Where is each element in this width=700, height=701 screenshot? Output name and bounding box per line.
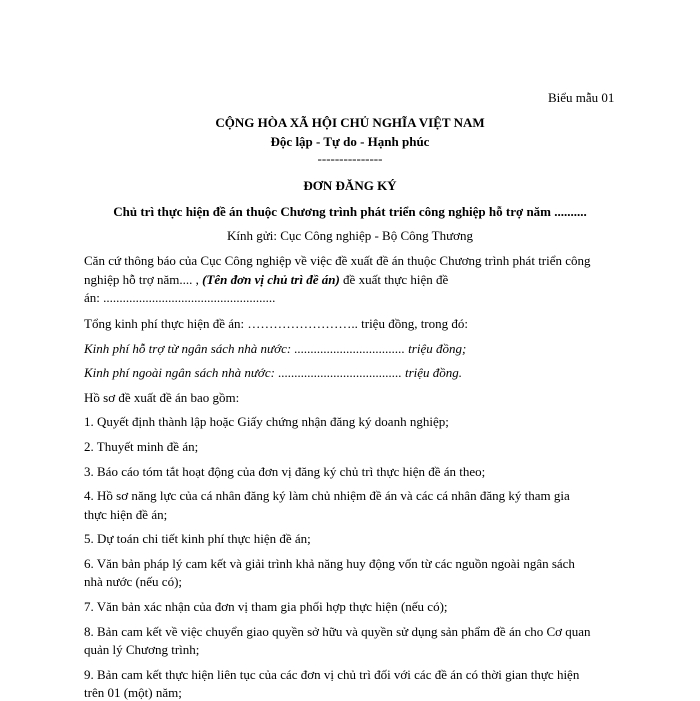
intro-line-2-tail: đề xuất thực hiện đề: [339, 272, 449, 287]
recipient-line: Kính gửi: Cục Công nghiệp - Bộ Công Thương: [226, 228, 474, 243]
state-budget-line: Kinh phí hỗ trợ từ ngân sách nhà nước: .................................. triệu đồng;: [84, 341, 467, 356]
non-state-budget-line: Kinh phí ngoài ngân sách nhà nước: ...................................... triệu đồng.: [84, 365, 463, 380]
list-item-4: 4. Hồ sơ năng lực của cá nhân đăng ký làm chủ nhiệm đề án và các cá nhân đăng ký tham gia: [84, 488, 570, 503]
total-budget-line: Tổng kinh phí thực hiện đề án: …………………….. triệu đồng, trong đó:: [84, 316, 469, 331]
intro-line-2: [84, 272, 448, 288]
list-item-1: 1. Quyết định thành lập hoặc Giấy chứng nhận đăng ký doanh nghiệp;: [84, 414, 449, 429]
national-motto: Độc lập - Tự do - Hạnh phúc: [270, 134, 430, 149]
national-title: CỘNG HÒA XÃ HỘI CHỦ NGHĨA VIỆT NAM: [215, 115, 485, 130]
list-item-9: 9. Bản cam kết thực hiện liên tục của các đơn vị chủ trì đối với các đề án có thời gian thực hiện: [84, 667, 580, 682]
dossier-heading: Hồ sơ đề xuất đề án bao gồm:: [84, 390, 240, 405]
document-subtitle: Chủ trì thực hiện đề án thuộc Chương trình phát triển công nghiệp hỗ trợ năm ..........: [113, 204, 587, 219]
list-item-2: 2. Thuyết minh đề án;: [84, 439, 199, 454]
list-item-5: 5. Dự toán chi tiết kinh phí thực hiện đề án;: [84, 531, 311, 546]
document-title: ĐƠN ĐĂNG KÝ: [303, 178, 397, 193]
intro-organization-placeholder: (Tên đơn vị chủ trì đề án): [202, 272, 340, 287]
list-item-6: 6. Văn bản pháp lý cam kết và giải trình khả năng huy động vốn từ các nguồn ngoài ngân sách: [84, 556, 575, 571]
list-item-7: 7. Văn bản xác nhận của đơn vị tham gia phối hợp thực hiện (nếu có);: [84, 599, 448, 614]
header-separator: ---------------: [317, 151, 383, 166]
intro-line-3: án: .....................................................: [84, 290, 276, 305]
form-number-label: Biểu mẫu 01: [548, 90, 615, 105]
intro-line-2-text: nghiệp hỗ trợ năm.... ,: [84, 272, 203, 287]
list-item-4-cont: thực hiện đề án;: [84, 507, 168, 522]
intro-line-1: Căn cứ thông báo của Cục Công nghiệp về việc đề xuất đề án thuộc Chương trình phát triển công: [84, 253, 591, 268]
list-item-8: 8. Bản cam kết về việc chuyển giao quyền sở hữu và quyền sử dụng sản phẩm đề án cho Cơ quan: [84, 624, 591, 639]
list-item-8-cont: quản lý Chương trình;: [84, 642, 200, 657]
list-item-3: 3. Báo cáo tóm tắt hoạt động của đơn vị đăng ký chủ trì thực hiện đề án theo;: [84, 464, 486, 479]
list-item-6-cont: nhà nước (nếu có);: [84, 574, 183, 589]
list-item-9-cont: trên 01 (một) năm;: [84, 685, 182, 700]
